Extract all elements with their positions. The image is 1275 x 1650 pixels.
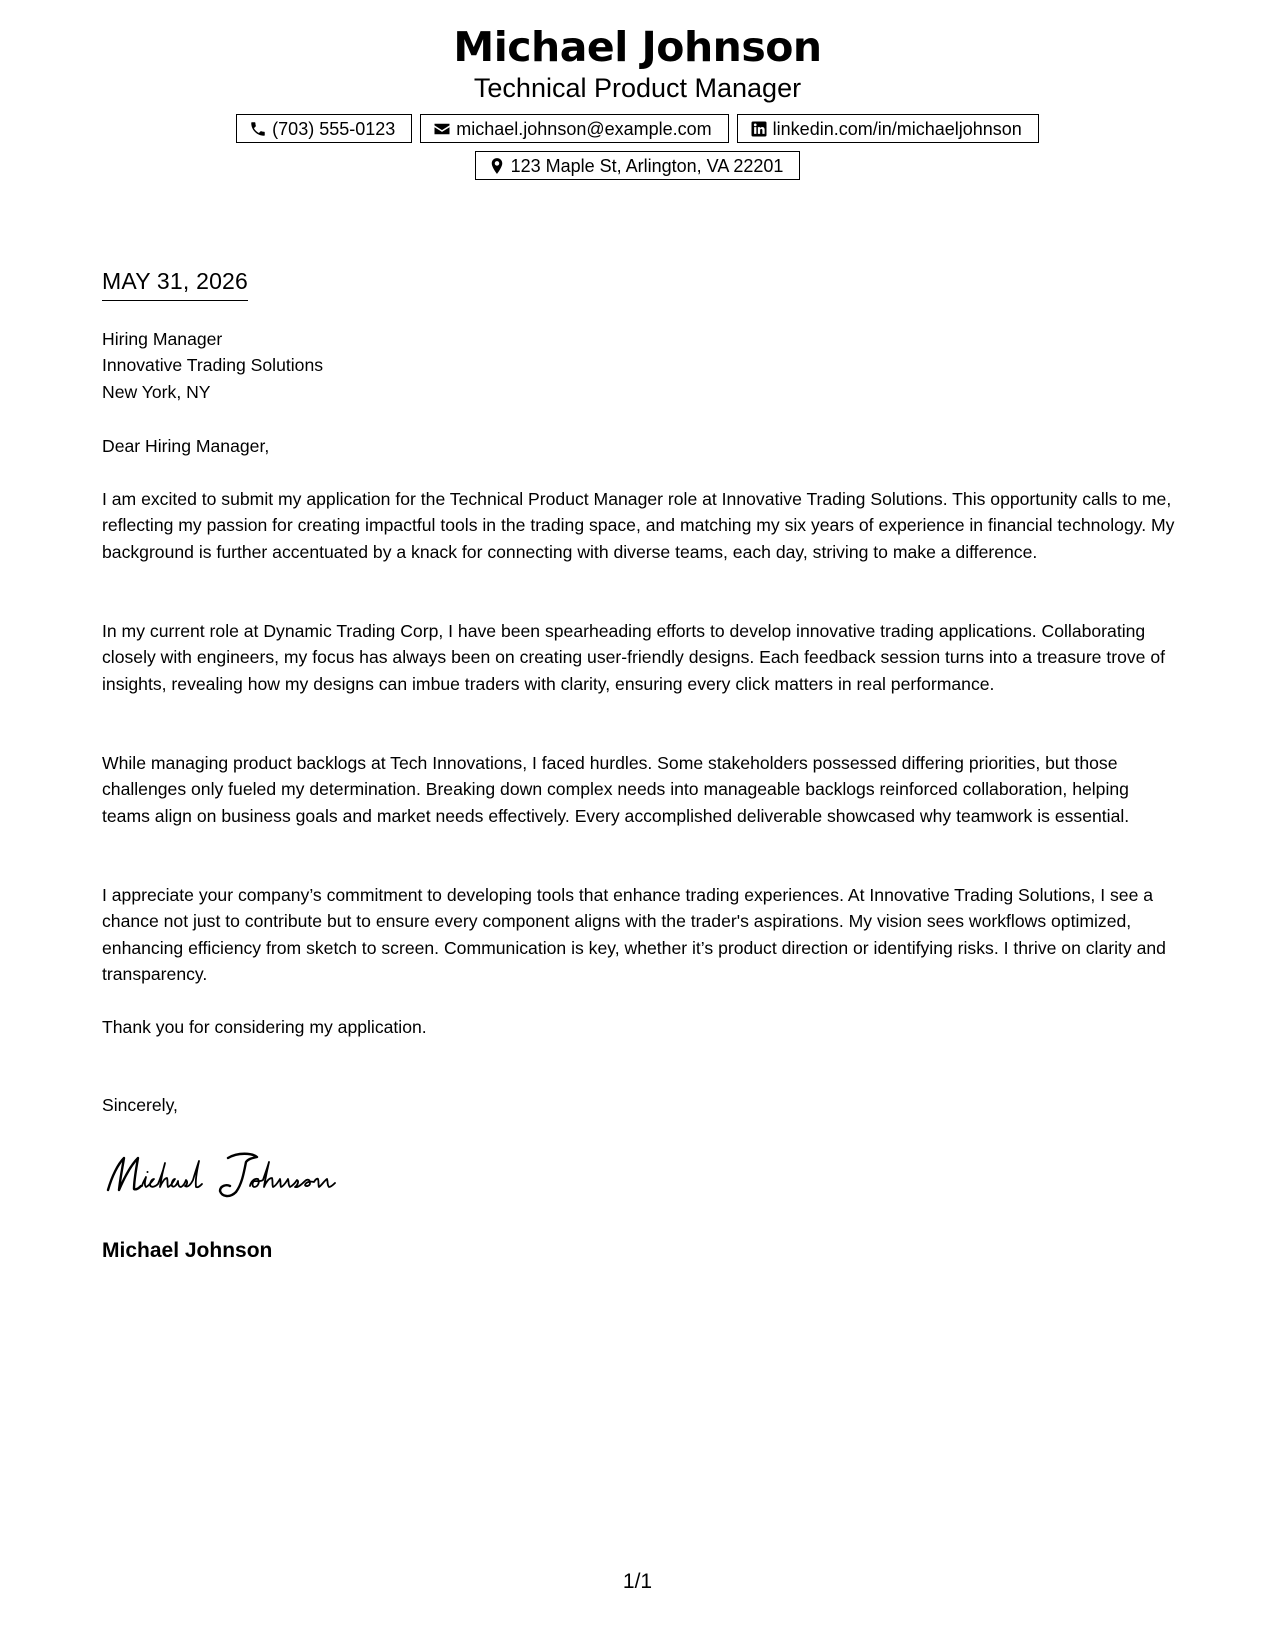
applicant-title: Technical Product Manager	[473, 73, 802, 103]
handwritten-signature	[102, 1146, 372, 1206]
body-paragraph	[102, 882, 1177, 987]
recipient-block	[102, 326, 1177, 405]
contact-linkedin[interactable]	[737, 114, 1039, 143]
recipient-line: Innovative Trading Solutions	[102, 355, 324, 376]
contact-email[interactable]	[420, 114, 728, 143]
paragraph-text: I appreciate your company’s commitment to developing tools that enhance trading experiences. At Innovative Trading Solutions, I see a chance not just to contribute but to ensure every component aligns with the trader's aspirations. My vision sees workflows optimized, enhancing efficiency from sketch to screen. Communication is key, whether it’s product direction or identifying risks. I thrive on clarity and transparency.	[102, 885, 1166, 984]
body-paragraph	[102, 618, 1177, 697]
phone-text: (703) 555-0123	[272, 118, 396, 139]
map-marker-icon	[488, 157, 506, 175]
contact-row-address	[0, 151, 1275, 180]
phone-icon	[249, 120, 267, 138]
email-text: michael.johnson@example.com	[456, 118, 712, 139]
envelope-icon	[433, 120, 451, 138]
paragraph-text: In my current role at Dynamic Trading Corp, I have been spearheading efforts to develop innovative trading applications. Collaborating closely with engineers, my focus has always been on creating user-friendly designs. Each feedback session turns into a treasure trove of insights, revealing how my designs can imbue traders with clarity, ensuring every click matters in real performance.	[102, 621, 1166, 694]
linkedin-icon	[750, 120, 768, 138]
linkedin-text: linkedin.com/in/michaeljohnson	[772, 118, 1022, 139]
paragraph-text: While managing product backlogs at Tech Innovations, I faced hurdles. Some stakeholders possessed differing priorities, but those challenges only fueled my determination. Breaking down complex needs into manageable backlogs reinforced collaboration, helping teams align on business goals and market needs effectively. Every accomplished deliverable showcased why teamwork is essential.	[102, 753, 1130, 826]
recipient-line: Hiring Manager	[102, 329, 223, 349]
applicant-name: Michael Johnson	[453, 23, 822, 71]
address-text: 123 Maple St, Arlington, VA 22201	[510, 155, 784, 176]
contact-phone[interactable]	[236, 114, 412, 143]
salutation: Dear Hiring Manager,	[102, 436, 270, 456]
contact-address[interactable]	[475, 151, 801, 180]
body-paragraph	[102, 486, 1177, 565]
thank-you-line: Thank you for considering my application.	[102, 1017, 427, 1037]
closing-line: Sincerely,	[102, 1095, 178, 1115]
letter-date-block	[102, 266, 248, 301]
recipient-line: New York, NY	[102, 381, 211, 402]
signer-name: Michael Johnson	[102, 1239, 273, 1262]
page-number: 1/1	[622, 1570, 653, 1593]
letter-date: MAY 31, 2026	[102, 266, 248, 301]
body-paragraph	[102, 750, 1177, 829]
letter-header	[0, 22, 1275, 104]
contact-row	[0, 114, 1275, 143]
paragraph-text: I am excited to submit my application for the Technical Product Manager role at Innovative Trading Solutions. This opportunity calls to me, reflecting my passion for creating impactful tools in the trading space, and matching my six years of experience in financial technology. My background is further accentuated by a knack for connecting with diverse teams, each day, striving to make a difference.	[102, 489, 1175, 562]
